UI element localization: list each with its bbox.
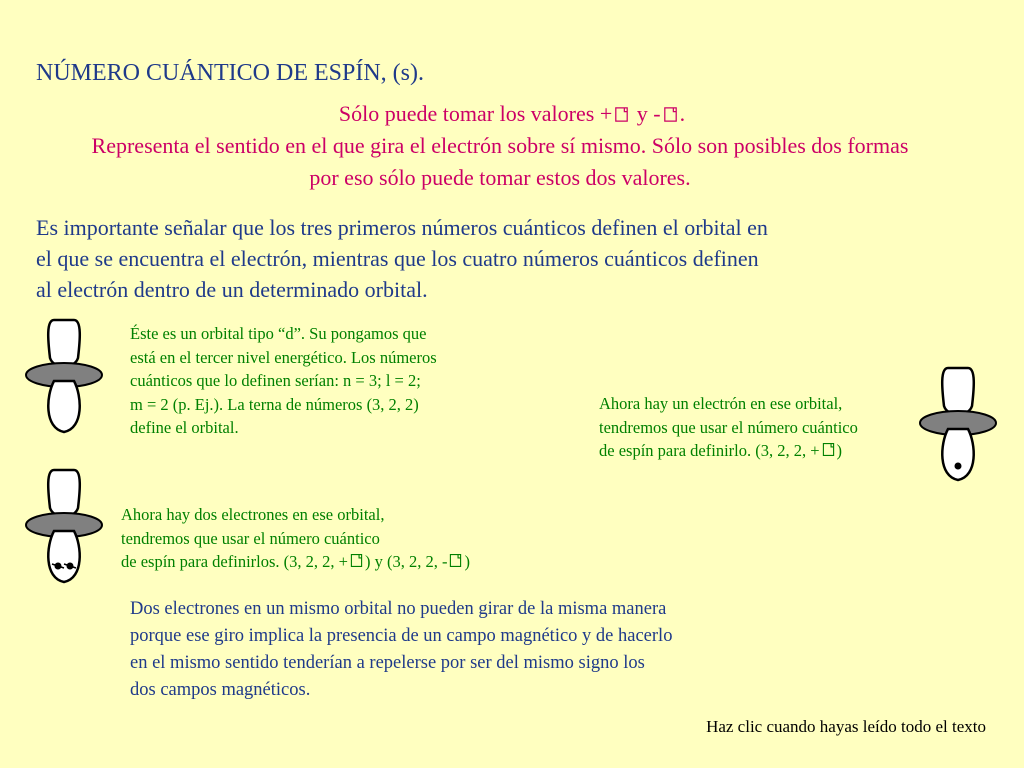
paragraph-line: al electrón dentro de un determinado orbital. xyxy=(36,277,428,302)
note-line-prefix: de espín para definirlo. (3, 2, 2, + xyxy=(599,441,820,460)
note-line: tendremos que usar el número cuántico xyxy=(599,417,858,437)
conclusion-paragraph xyxy=(130,596,672,704)
note-line-suffix: ) xyxy=(464,552,470,571)
spin-values-prefix: Sólo puede tomar los valores + xyxy=(338,101,613,126)
missing-glyph-icon xyxy=(447,552,464,569)
note-line: Ahora hay dos electrones en ese orbital, xyxy=(121,505,385,524)
note-line-prefix: de espín para definirlos. (3, 2, 2, + xyxy=(121,552,348,571)
two-electron-note xyxy=(121,503,470,574)
missing-glyph-icon xyxy=(820,441,837,458)
electron-dot xyxy=(955,463,962,470)
spin-values-reason-line: por eso sólo puede tomar estos dos valores. xyxy=(309,165,691,190)
conclusion-line: Dos electrones en un mismo orbital no pueden girar de la misma manera xyxy=(130,599,667,619)
note-line: cuánticos que lo definen serían: n = 3; l = 2; xyxy=(130,371,421,390)
spin-values-suffix: . xyxy=(679,101,686,126)
note-line: está en el tercer nivel energético. Los números xyxy=(130,347,437,367)
spin-description-line: Representa el sentido en el que gira el electrón sobre sí mismo. Sólo son posibles dos formas xyxy=(91,133,909,158)
spin-values-mid: y - xyxy=(631,101,661,126)
note-line-suffix: ) xyxy=(836,441,843,460)
note-line: define el orbital. xyxy=(130,418,239,437)
note-line: Ahora hay un electrón en ese orbital, xyxy=(599,394,843,413)
d-orbital-icon xyxy=(24,466,106,586)
quantum-numbers-paragraph xyxy=(36,212,936,305)
conclusion-line: porque ese giro implica la presencia de un campo magnético y de hacerlo xyxy=(130,626,673,646)
page-title: NÚMERO CUÁNTICO DE ESPÍN, (s). xyxy=(36,60,424,86)
note-line-mid: ) y (3, 2, 2, - xyxy=(364,552,448,571)
missing-glyph-icon xyxy=(348,552,365,569)
continue-prompt[interactable]: Haz clic cuando hayas leído todo el texto xyxy=(706,717,986,736)
conclusion-line: dos campos magnéticos. xyxy=(130,680,311,700)
missing-glyph-icon xyxy=(661,105,680,124)
note-line xyxy=(599,439,858,463)
paragraph-line: el que se encuentra el electrón, mientras que los cuatro números cuánticos definen xyxy=(36,246,759,271)
d-orbital-icon xyxy=(24,316,106,436)
missing-glyph-icon xyxy=(612,105,631,124)
conclusion-line: en el mismo sentido tenderían a repelerse por ser del mismo signo los xyxy=(130,653,645,673)
orbital-d-note xyxy=(130,322,437,440)
note-line: Éste es un orbital tipo “d”. Su pongamos que xyxy=(130,324,427,343)
spin-values-line xyxy=(0,101,1024,127)
note-line xyxy=(121,550,470,574)
d-orbital-icon xyxy=(918,364,1000,484)
one-electron-note xyxy=(599,392,858,463)
note-line: tendremos que usar el número cuántico xyxy=(121,528,380,548)
paragraph-line: Es importante señalar que los tres primeros números cuánticos definen el orbital en xyxy=(36,215,768,240)
note-line: m = 2 (p. Ej.). La terna de números (3, 2, 2) xyxy=(130,394,419,414)
